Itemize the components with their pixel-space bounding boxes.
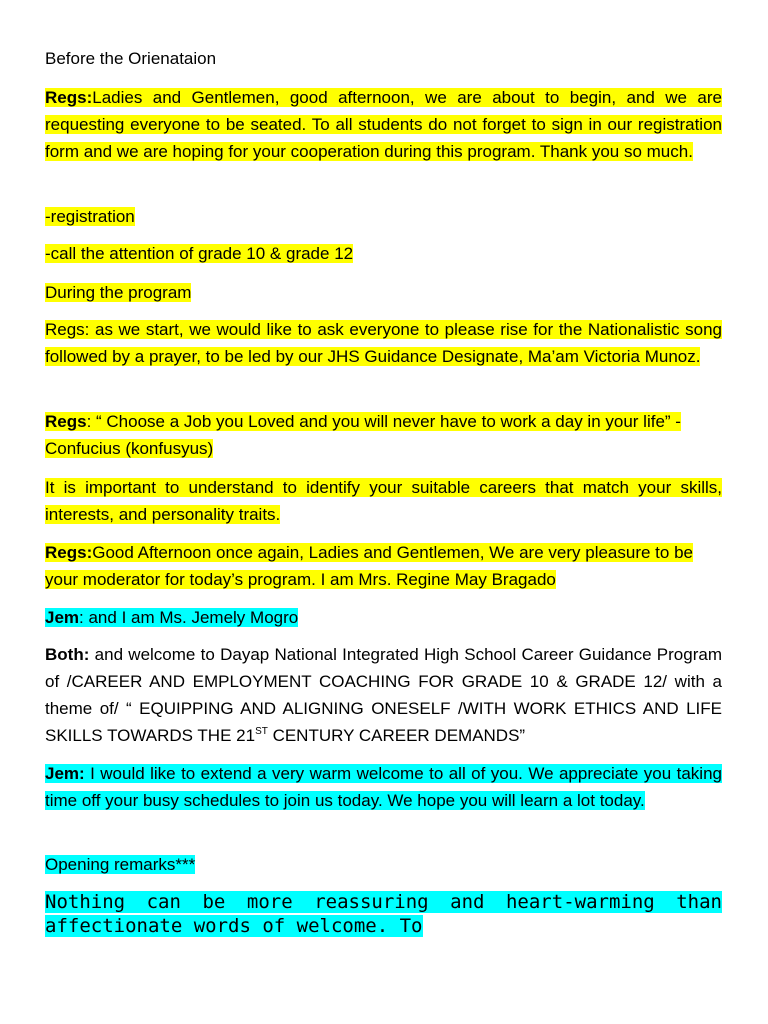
opening-remarks-paragraph: Nothing can be more reassuring and heart-warming than affectionate words of welcome. To [45, 891, 722, 937]
regs-welcome-paragraph [45, 84, 722, 165]
superscript-st: ST [255, 726, 268, 737]
careers-importance-paragraph: It is important to understand to identify your suitable careers that match your skills, interests, and personality traits. [45, 478, 722, 524]
paragraph-text: I would like to extend a very warm welcome to all of you. We appreciate you taking time off your busy schedules to join us today. We hope you will learn a lot today. [45, 764, 722, 810]
page-heading: Before the Orienataion [45, 49, 217, 68]
paragraph-tail: CENTURY CAREER DEMANDS” [267, 726, 526, 745]
regs-quote-paragraph [45, 408, 722, 462]
paragraph-text: Ladies and Gentlemen, good afternoon, we are about to begin, and we are requesting everyone to be seated. To all students do not forget to sign in our registration form and we are hoping for your cooperation during this program. Thank you so much. [45, 88, 722, 161]
call-attention-note: -call the attention of grade 10 & grade 12 [45, 244, 354, 263]
during-program-heading: During the program [45, 283, 192, 302]
regs-nationalistic-song-paragraph: Regs: as we start, we would like to ask everyone to please rise for the Nationalistic song followed by a prayer, to be led by our JHS Guidance Designate, Ma’am Victoria Munoz. [45, 320, 722, 366]
paragraph-text: : and I am Ms. Jemely Mogro [79, 608, 299, 627]
both-welcome-paragraph [45, 641, 722, 749]
speaker-label: Regs: [45, 88, 93, 107]
speaker-label: Both: [45, 645, 90, 664]
speaker-label: Jem: [45, 764, 85, 783]
registration-note: -registration [45, 207, 135, 226]
jem-intro-paragraph [45, 604, 722, 631]
speaker-label: Regs [45, 412, 87, 431]
regs-moderator-paragraph [45, 539, 722, 593]
paragraph-text: : “ Choose a Job you Loved and you will never have to work a day in your life” -Confucius (konfusyus) [45, 412, 681, 458]
jem-welcome-paragraph [45, 760, 722, 814]
speaker-label: Regs: [45, 543, 93, 562]
paragraph-text: and welcome to Dayap National Integrated High School Career Guidance Program of /CAREER AND EMPLOYMENT COACHING FOR GRADE 10 & GRADE 12/ with a theme of/ “ EQUIPPING AND ALIGNING ONESELF /WITH WORK ETHICS AND LIFE SKILLS TOWARDS THE 21 [45, 645, 722, 745]
opening-remarks-heading: Opening remarks*** [45, 855, 196, 874]
speaker-label: Jem [45, 608, 80, 627]
paragraph-text: Good Afternoon once again, Ladies and Gentlemen, We are very pleasure to be your moderator for today’s program. I am Mrs. Regine May Bragado [45, 543, 693, 589]
